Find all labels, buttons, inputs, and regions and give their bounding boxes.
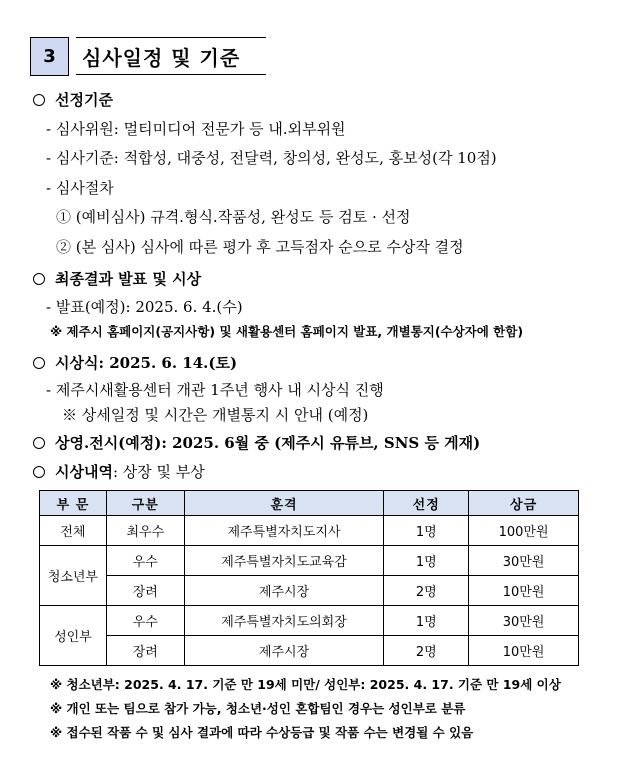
honor-cell: 제주특별자치도의회장 (184, 606, 384, 636)
tier-cell: 장려 (106, 576, 184, 606)
criteria-standards: - 심사기준: 적합성, 대중성, 전달력, 창의성, 완성도, 홍보성(각 10점) (46, 149, 497, 167)
bullet-circle-icon (33, 357, 45, 369)
column-header: 훈격 (184, 491, 384, 516)
column-header: 선정 (384, 491, 469, 516)
tier-cell: 장려 (106, 636, 184, 666)
count-cell: 1명 (384, 606, 469, 636)
table-row (40, 546, 579, 576)
division-cell: 청소년부 (40, 546, 107, 606)
table-row (40, 516, 579, 546)
honor-cell: 제주특별자치도지사 (184, 516, 384, 546)
section-number: 3 (30, 37, 69, 76)
count-cell: 1명 (384, 516, 469, 546)
result-heading: 최종결과 발표 및 시상 (33, 268, 201, 289)
column-header: 부 문 (40, 491, 107, 516)
prize-cell: 30만원 (469, 546, 579, 576)
column-header: 상금 (469, 491, 579, 516)
section-title: 심사일정 및 기준 (82, 46, 241, 70)
bullet-circle-icon (33, 94, 45, 106)
table-row (40, 576, 579, 606)
count-cell: 1명 (384, 546, 469, 576)
criteria-procedure: - 심사절차 (46, 179, 114, 197)
bullet-circle-icon (33, 437, 45, 449)
result-announce: - 발표(예정): 2025. 6. 4.(수) (46, 298, 243, 316)
count-cell: 2명 (384, 636, 469, 666)
awards-table (39, 490, 579, 666)
honor-cell: 제주특별자치도교육감 (184, 546, 384, 576)
table-row (40, 606, 579, 636)
footnote-team: ※ 개인 또는 팀으로 참가 가능, 청소년·성인 혼합팀인 경우는 성인부로 분류 (50, 701, 466, 716)
awards-heading: 시상내역: 상장 및 부상 (33, 461, 205, 482)
tier-cell: 우수 (106, 546, 184, 576)
division-cell: 전체 (40, 516, 107, 546)
bullet-circle-icon (33, 273, 45, 285)
column-header: 구분 (106, 491, 184, 516)
prize-cell: 30만원 (469, 606, 579, 636)
tier-cell: 우수 (106, 606, 184, 636)
table-row (40, 636, 579, 666)
ceremony-heading: 시상식: 2025. 6. 14.(토) (33, 352, 237, 373)
footnote-change: ※ 접수된 작품 수 및 심사 결과에 따라 수상등급 및 작품 수는 변경될 수 있음 (50, 725, 474, 740)
criteria-step1: ① (예비심사) 규격.형식.작품성, 완성도 등 검토 · 선정 (56, 208, 411, 226)
result-note: ※ 제주시 홈페이지(공지사항) 및 새활용센터 홈페이지 발표, 개별통지(수상자에 한함) (50, 324, 524, 339)
criteria-heading: 선정기준 (33, 89, 113, 110)
prize-cell: 10만원 (469, 576, 579, 606)
prize-cell: 100만원 (469, 516, 579, 546)
bullet-circle-icon (33, 466, 45, 478)
honor-cell: 제주시장 (184, 636, 384, 666)
honor-cell: 제주시장 (184, 576, 384, 606)
criteria-step2: ② (본 심사) 심사에 따른 평가 후 고득점자 순으로 수상작 결정 (56, 238, 464, 256)
table-header-row (40, 491, 579, 516)
header-bottom-rule (76, 74, 266, 75)
count-cell: 2명 (384, 576, 469, 606)
ceremony-detail: - 제주시새활용센터 개관 1주년 행사 내 시상식 진행 (46, 381, 384, 399)
prize-cell: 10만원 (469, 636, 579, 666)
tier-cell: 최우수 (106, 516, 184, 546)
footnote-age: ※ 청소년부: 2025. 4. 17. 기준 만 19세 미만/ 성인부: 2025. 4. 17. 기준 만 19세 이상 (50, 677, 561, 692)
division-cell: 성인부 (40, 606, 107, 666)
ceremony-note: ※ 상세일정 및 시간은 개별통지 시 안내 (예정) (62, 406, 369, 424)
criteria-judges: - 심사위원: 멀티미디어 전문가 등 내.외부위원 (46, 120, 346, 138)
header-top-rule (76, 37, 266, 38)
screening-heading: 상영.전시(예정): 2025. 6월 중 (제주시 유튜브, SNS 등 게재) (33, 432, 480, 453)
